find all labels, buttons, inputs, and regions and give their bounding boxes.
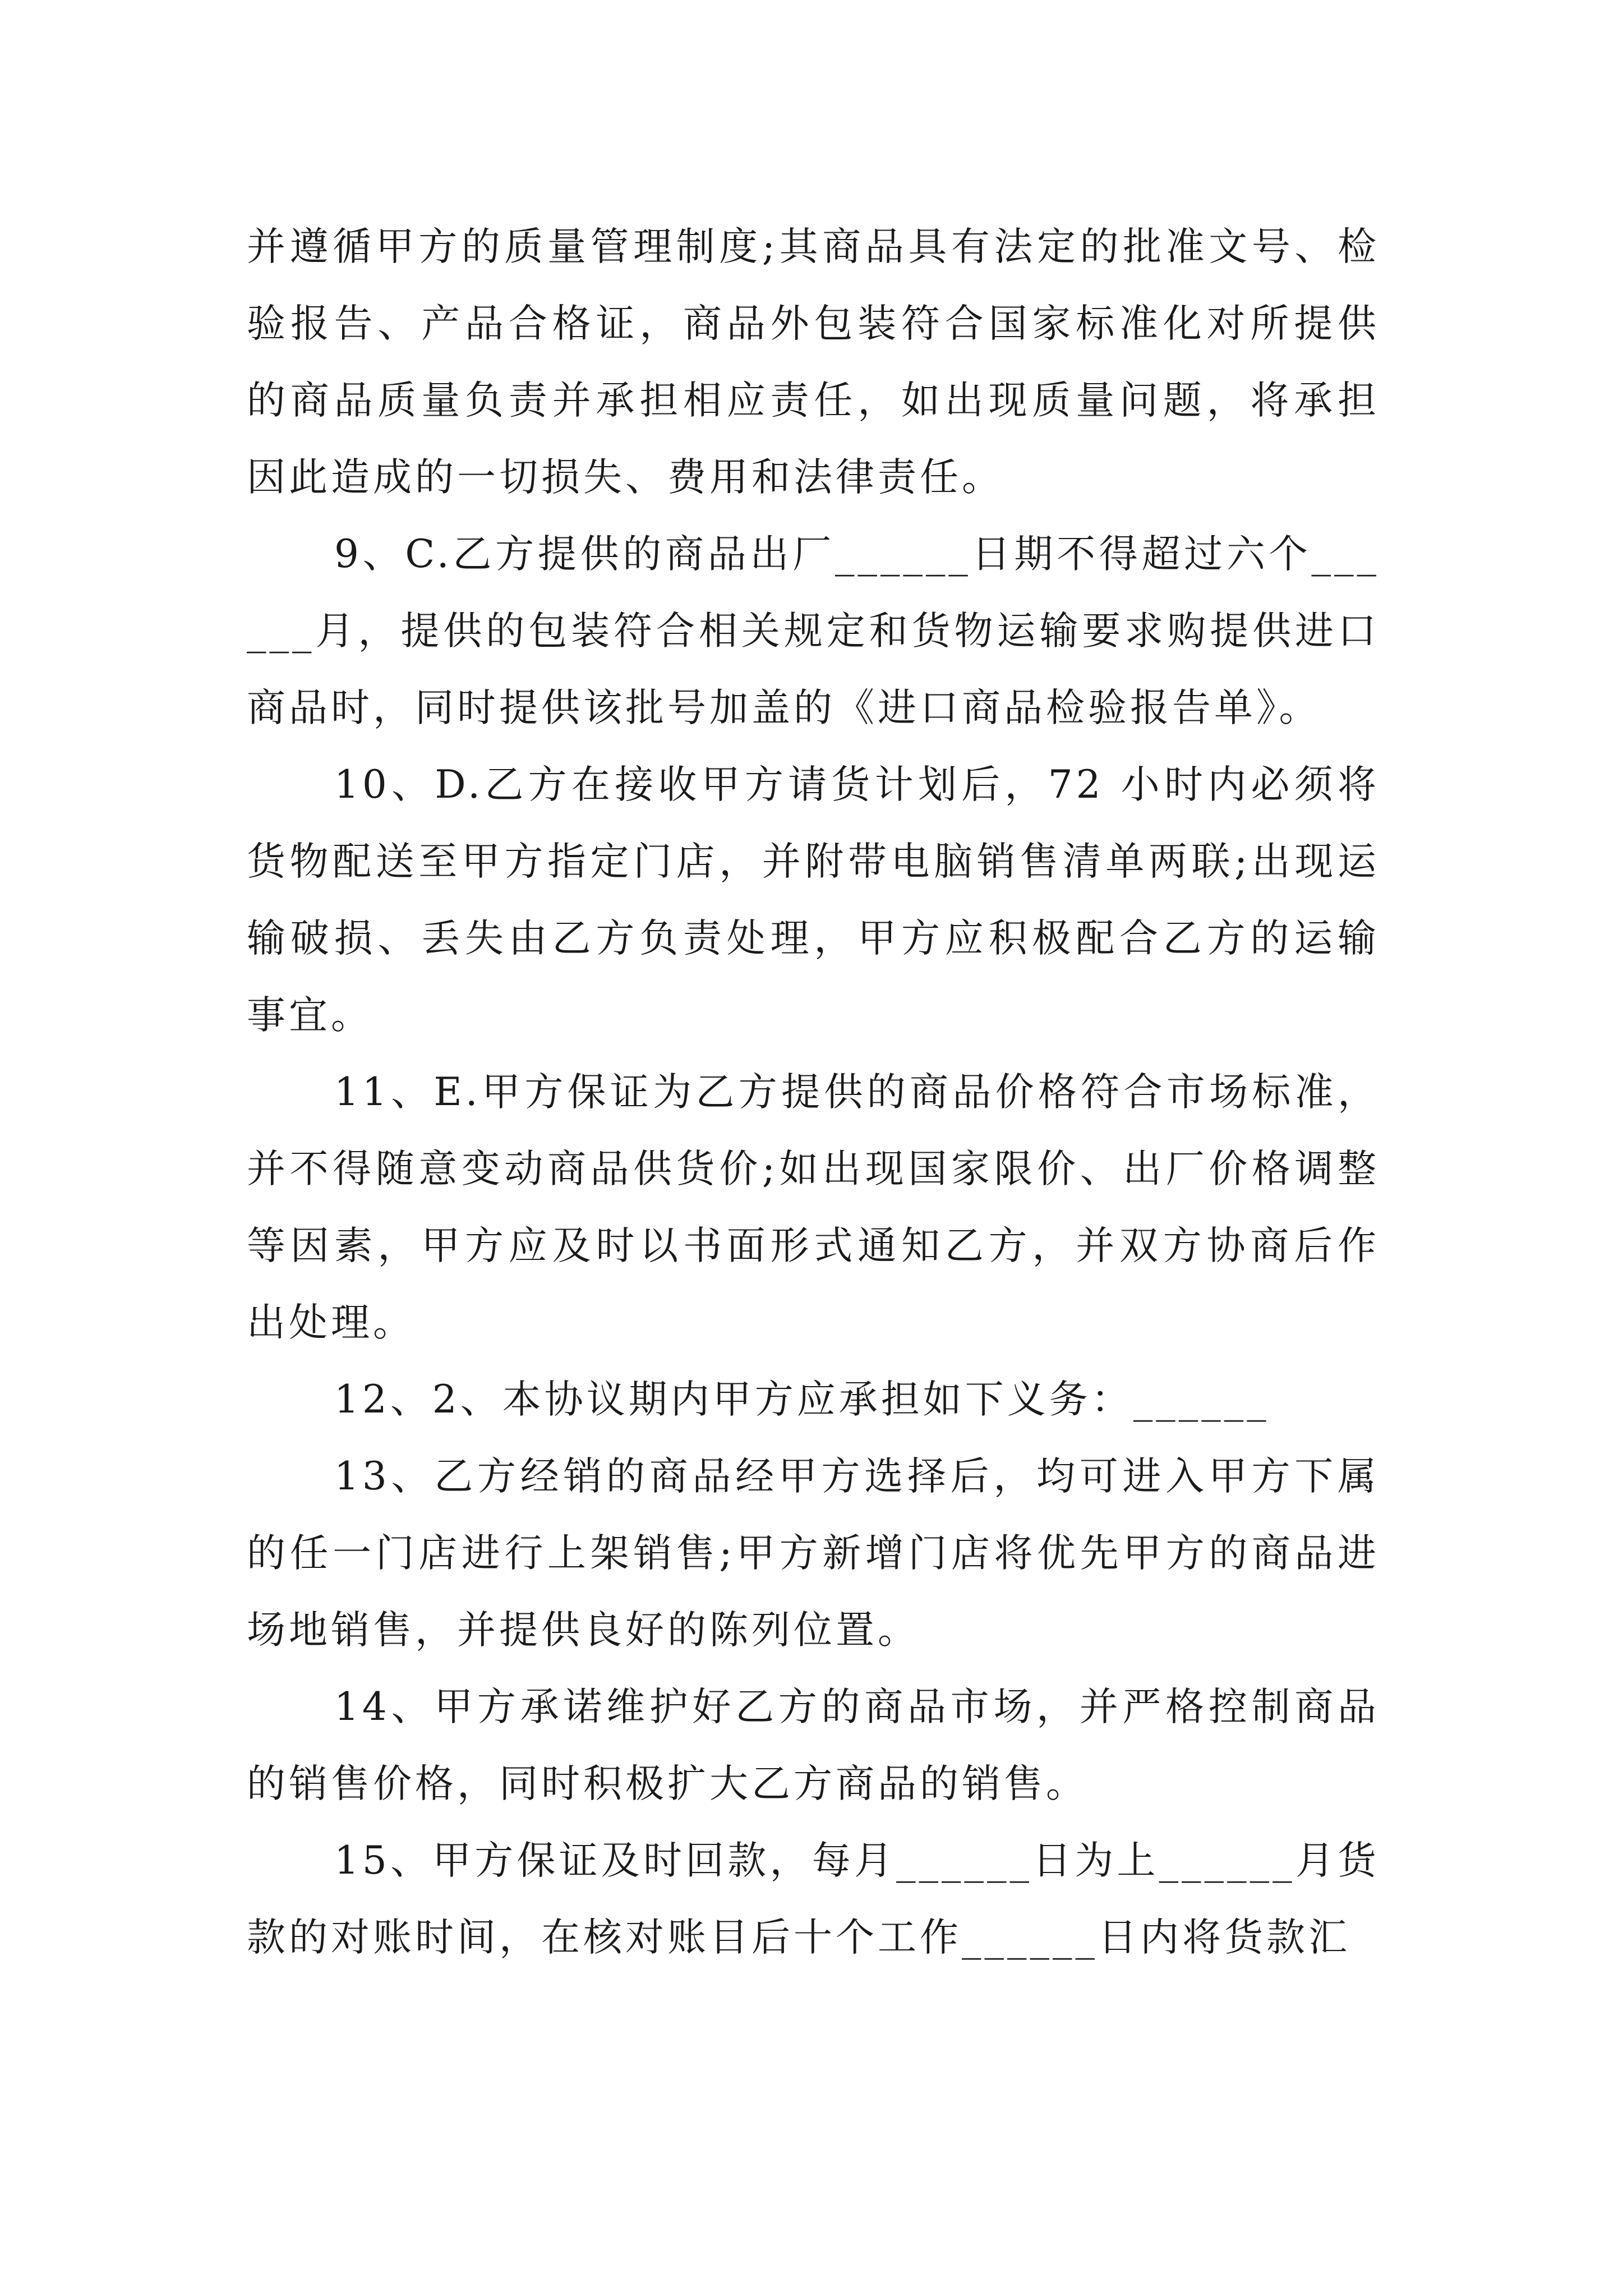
paragraph-12: 12、2、本协议期内甲方应承担如下义务：______ — [334, 1377, 1270, 1422]
paragraph-14: 14、甲方承诺维护好乙方的商品市场，并严格控制商品的销售价格，同时积极扩大乙方商品的销售。 — [247, 1685, 1380, 1806]
paragraph-13: 13、乙方经销的商品经甲方选择后，均可进入甲方下属的任一门店进行上架销售;甲方新增门店将优先甲方的商品进场地销售，并提供良好的陈列位置。 — [247, 1454, 1380, 1653]
paragraph-10: 10、D.乙方在接收甲方请货计划后，72 小时内必须将货物配送至甲方指定门店，并附带电脑销售清单两联;出现运输破损、丢失由乙方负责处理，甲方应积极配合乙方的运输事宜。 — [247, 762, 1380, 1038]
paragraph-9: 9、C.乙方提供的商品出厂______日期不得超过六个______月，提供的包装符合相关规定和货物运输要求购提供进口商品时，同时提供该批号加盖的《进口商品检验报告单》。 — [247, 532, 1380, 730]
paragraph-15: 15、甲方保证及时回款，每月______日为上______月货款的对账时间，在核对账目后十个工作______日内将货款汇 — [247, 1838, 1380, 1960]
document-body — [247, 209, 1380, 1976]
paragraph-8-continued: 并遵循甲方的质量管理制度;其商品具有法定的批准文号、检验报告、产品合格证，商品外包装符合国家标准化对所提供的商品质量负责并承担相应责任，如出现质量问题，将承担因此造成的一切损失、费用和法律责任。 — [247, 224, 1380, 500]
paragraph-11: 11、E.甲方保证为乙方提供的商品价格符合市场标准，并不得随意变动商品供货价;如出现国家限价、出厂价格调整等因素，甲方应及时以书面形式通知乙方，并双方协商后作出处理。 — [247, 1070, 1380, 1345]
